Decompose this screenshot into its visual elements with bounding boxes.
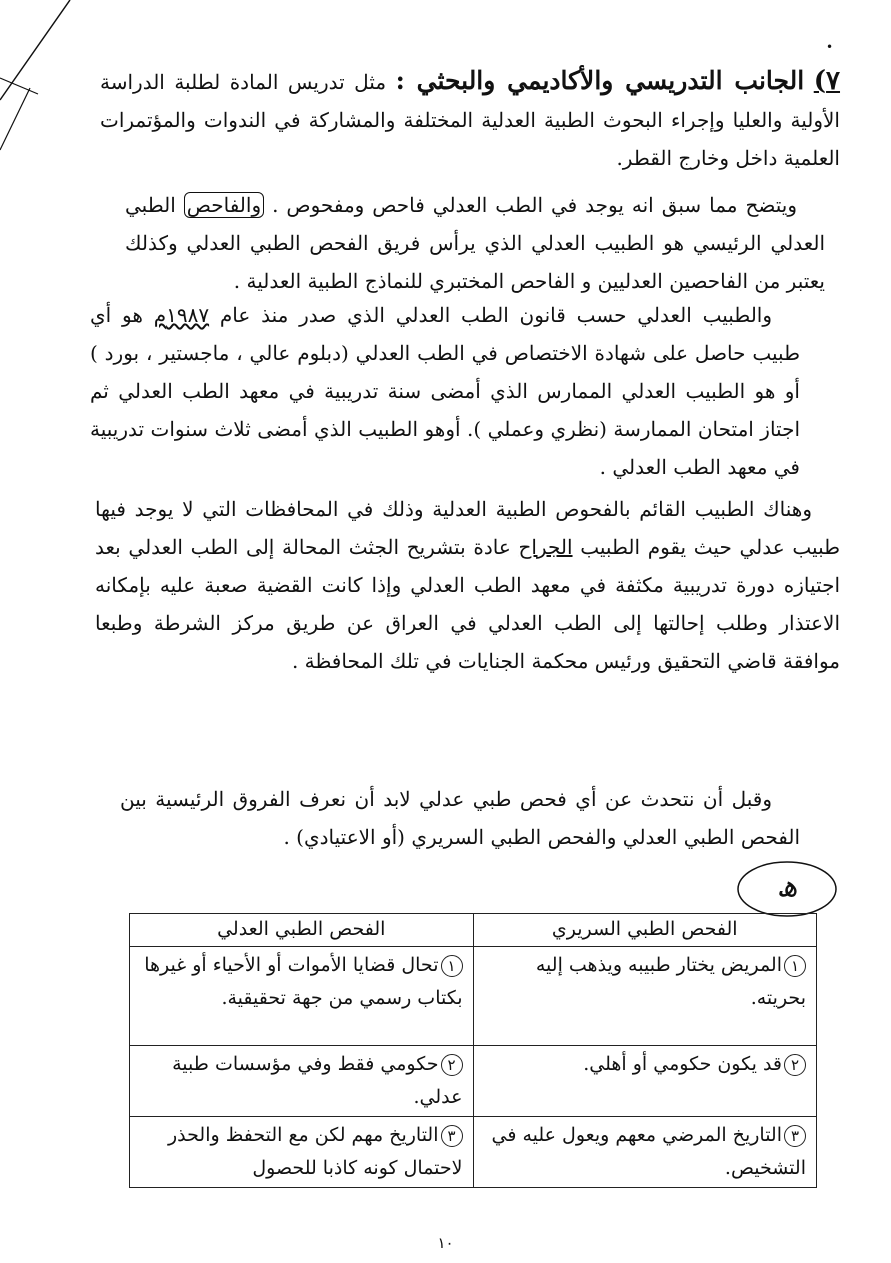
row-number: ١ bbox=[784, 955, 806, 977]
row-number: ٣ bbox=[441, 1125, 463, 1147]
examiner-paragraph bbox=[125, 186, 825, 300]
table-row bbox=[130, 1117, 817, 1188]
clinical-header: الفحص الطبي السريري bbox=[473, 914, 817, 947]
clinical-text: المريض يختار طبيبه ويذهب إليه بحريته. bbox=[535, 954, 806, 1009]
clinical-cell bbox=[473, 1117, 817, 1188]
forensic-text: حكومي فقط وفي مؤسسات طبية عدلي. bbox=[172, 1053, 463, 1108]
forensic-cell bbox=[130, 947, 474, 1046]
forensic-text: تحال قضايا الأموات أو الأحياء أو غيرها بكتاب رسمي من جهة تحقيقية. bbox=[144, 954, 463, 1009]
clinical-cell bbox=[473, 1046, 817, 1117]
scan-dot: • bbox=[826, 40, 834, 54]
row-number: ٢ bbox=[784, 1054, 806, 1076]
row-number: ١ bbox=[441, 955, 463, 977]
circle-mark-text: ھ bbox=[776, 869, 798, 904]
governorates-rest: عادة بتشريح الجثث المحالة إلى الطب العدلي بعد اجتيازه دورة تدريبية مكثفة في معهد الطب العدلي وإذا كانت القضية صعبة عليه بإمكانه الاعتذار وطلب إحالتها إلى الطب العدلي في العراق عن طريق مركز الشرطة وطبعا موافقة قاضي التحقيق ورئيس محكمة الجنايات في تلك المحافظة . bbox=[95, 535, 840, 673]
row-number: ٢ bbox=[441, 1054, 463, 1076]
clinical-cell bbox=[473, 947, 817, 1046]
examiner-intro: ويتضح مما سبق انه يوجد في الطب العدلي فاحص ومفحوص . bbox=[272, 193, 797, 217]
scan-edge-lines bbox=[0, 0, 100, 190]
before-paragraph bbox=[120, 780, 800, 856]
forensic-header: الفحص الطبي العدلي bbox=[130, 914, 474, 947]
section-body: مثل تدريس المادة لطلبة الدراسة الأولية والعليا وإجراء البحوث الطبية العدلية المختلفة والمشاركة في الندوات والمؤتمرات العلمية داخل وخارج القطر. bbox=[100, 70, 840, 170]
forensic-cell bbox=[130, 1046, 474, 1117]
governorates-start: وهناك الطبيب القائم بالفحوص الطبية العدلية وذلك في المحافظات التي لا يوجد فيها طبيب عدلي حيث يقوم الطبيب bbox=[95, 497, 841, 559]
handwritten-circle-mark bbox=[735, 858, 839, 920]
governorates-paragraph bbox=[95, 490, 840, 680]
clinical-text: قد يكون حكومي أو أهلي. bbox=[583, 1053, 782, 1075]
clinical-text: التاريخ المرضي معهم ويعول عليه في التشخيص. bbox=[491, 1124, 806, 1179]
forensic-cell bbox=[130, 1117, 474, 1188]
forensic-text: التاريخ مهم لكن مع التحفظ والحذر لاحتمال كونه كاذبا للحصول bbox=[168, 1124, 463, 1179]
before-text: وقبل أن نتحدث عن أي فحص طبي عدلي لابد أن نعرف الفروق الرئيسية بين الفحص الطبي العدلي والفحص الطبي السريري (أو الاعتيادي) . bbox=[120, 787, 800, 849]
governorates-underlined-word: الجراح bbox=[518, 535, 573, 559]
law-paragraph bbox=[90, 296, 800, 486]
page-number: ١٠ bbox=[437, 1234, 454, 1252]
table-row bbox=[130, 1046, 817, 1117]
table-row bbox=[130, 947, 817, 1046]
comparison-table bbox=[129, 913, 817, 1188]
row-number: ٣ bbox=[784, 1125, 806, 1147]
law-start: والطبيب العدلي حسب قانون الطب العدلي الذي صدر منذ عام bbox=[219, 303, 773, 327]
section-title: الجانب التدريسي والأكاديمي والبحثي : bbox=[395, 66, 805, 95]
section-number: ٧) bbox=[813, 66, 841, 96]
section-7-paragraph bbox=[100, 62, 840, 177]
examiner-rest: الطبي العدلي الرئيسي هو الطبيب العدلي الذي يرأس فريق الفحص الطبي العدلي وكذلك يعتبر من الفاحصين العدليين و الفاحص المختبري للنماذج الطبية العدلية . bbox=[125, 193, 825, 293]
examiner-boxed-word: والفاحص bbox=[184, 192, 264, 218]
table-header-row bbox=[130, 914, 817, 947]
law-year: ١٩٨٧م bbox=[153, 303, 210, 327]
law-rest: هو أي طبيب حاصل على شهادة الاختصاص في الطب العدلي (دبلوم عالي ، ماجستير ، بورد ) أو هو الطبيب العدلي الممارس الذي أمضى سنة تدريبية في معهد الطب العدلي ثم اجتاز امتحان الممارسة (نظري وعملي ). أوهو الطبيب الذي أمضى ثلاث سنوات تدريبية في معهد الطب العدلي . bbox=[90, 303, 800, 479]
